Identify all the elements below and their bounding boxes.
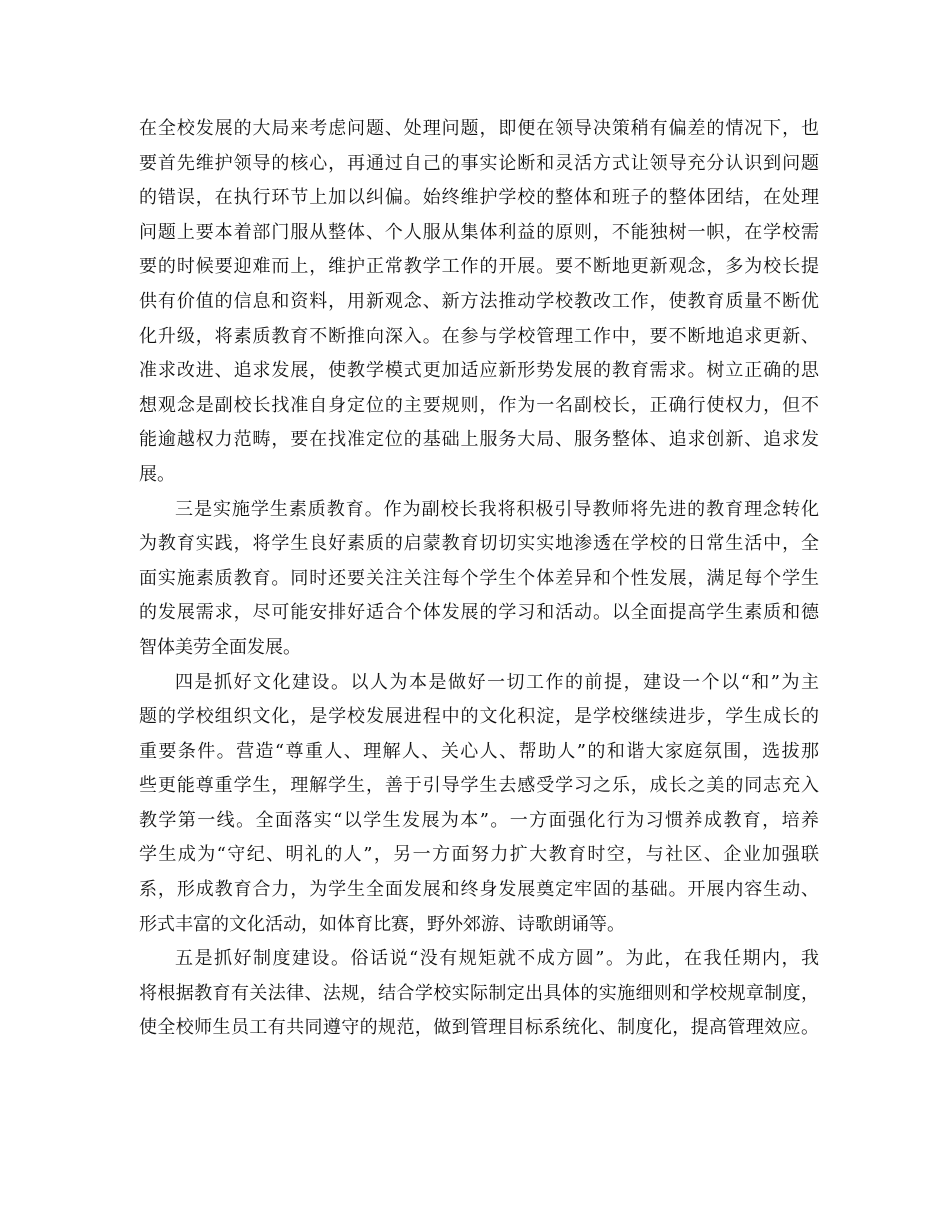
text-line: 展。 <box>139 463 175 485</box>
text-line: 能逾越权力范畴，要在找准定位的基础上服务大局、服务整体、追求创新、追求发 <box>139 429 819 451</box>
text-line: 教学第一线。全面落实“以学生发展为本”。一方面强化行为习惯养成教育，培养 <box>139 809 819 831</box>
text-line: 智体美劳全面发展。 <box>139 636 301 658</box>
text-line: 使全校师生员工有共同遵守的规范，做到管理目标系统化、制度化，提高管理效应。 <box>139 1017 819 1039</box>
text-line: 为教育实践，将学生良好素质的启蒙教育切切实实地渗透在学校的日常生活中，全 <box>139 533 819 555</box>
document-body <box>139 112 819 1046</box>
paragraph-4 <box>139 942 819 1046</box>
text-line: 在全校发展的大局来考虑问题、处理问题，即便在领导决策稍有偏差的情况下，也 <box>139 118 819 139</box>
text-line: 想观念是副校长找准自身定位的主要规则，作为一名副校长，正确行使权力，但不 <box>139 394 819 416</box>
text-line: 准求改进、追求发展，使教学模式更加适应新形势发展的教育需求。树立正确的思 <box>139 360 819 382</box>
text-line: 的发展需求，尽可能安排好适合个体发展的学习和活动。以全面提高学生素质和德 <box>139 602 819 624</box>
text-line: 将根据教育有关法律、法规，结合学校实际制定出具体的实施细则和学校规章制度， <box>139 982 819 1004</box>
paragraph-3 <box>139 666 819 943</box>
text-line: 四是抓好文化建设。以人为本是做好一切工作的前提，建设一个以“和”为主 <box>175 671 819 693</box>
text-line: 的错误，在执行环节上加以纠偏。始终维护学校的整体和班子的整体团结，在处理 <box>139 187 819 209</box>
text-line: 些更能尊重学生，理解学生，善于引导学生去感受学习之乐，成长之美的同志充入 <box>139 775 819 797</box>
text-line: 五是抓好制度建设。俗话说“没有规矩就不成方圆”。为此，在我任期内，我 <box>175 948 819 970</box>
text-line: 形式丰富的文化活动，如体育比赛，野外郊游、诗歌朗诵等。 <box>139 913 625 935</box>
text-line: 重要条件。营造“尊重人、理解人、关心人、帮助人”的和谐大家庭氛围，选拔那 <box>139 740 819 762</box>
paragraph-1 <box>139 112 819 493</box>
text-line: 系，形成教育合力，为学生全面发展和终身发展奠定牢固的基础。开展内容生动、 <box>139 879 819 901</box>
paragraph-2 <box>139 493 819 666</box>
text-line: 学生成为“守纪、明礼的人”，另一方面努力扩大教育时空，与社区、企业加强联 <box>139 844 819 866</box>
text-line: 面实施素质教育。同时还要关注关注每个学生个体差异和个性发展，满足每个学生 <box>139 567 819 589</box>
text-line: 要的时候要迎难而上，维护正常教学工作的开展。要不断地更新观念，多为校长提 <box>139 256 819 278</box>
text-line: 问题上要本着部门服从整体、个人服从集体利益的原则，不能独树一帜，在学校需 <box>139 221 819 243</box>
text-line: 要首先维护领导的核心，再通过自己的事实论断和灵活方式让领导充分认识到问题 <box>139 152 819 174</box>
text-line: 题的学校组织文化，是学校发展进程中的文化积淀，是学校继续进步，学生成长的 <box>139 706 819 728</box>
text-line: 三是实施学生素质教育。作为副校长我将积极引导教师将先进的教育理念转化 <box>175 498 819 520</box>
text-line: 化升级，将素质教育不断推向深入。在参与学校管理工作中，要不断地追求更新、 <box>139 325 819 347</box>
text-line: 供有价值的信息和资料，用新观念、新方法推动学校教改工作，使教育质量不断优 <box>139 290 819 312</box>
